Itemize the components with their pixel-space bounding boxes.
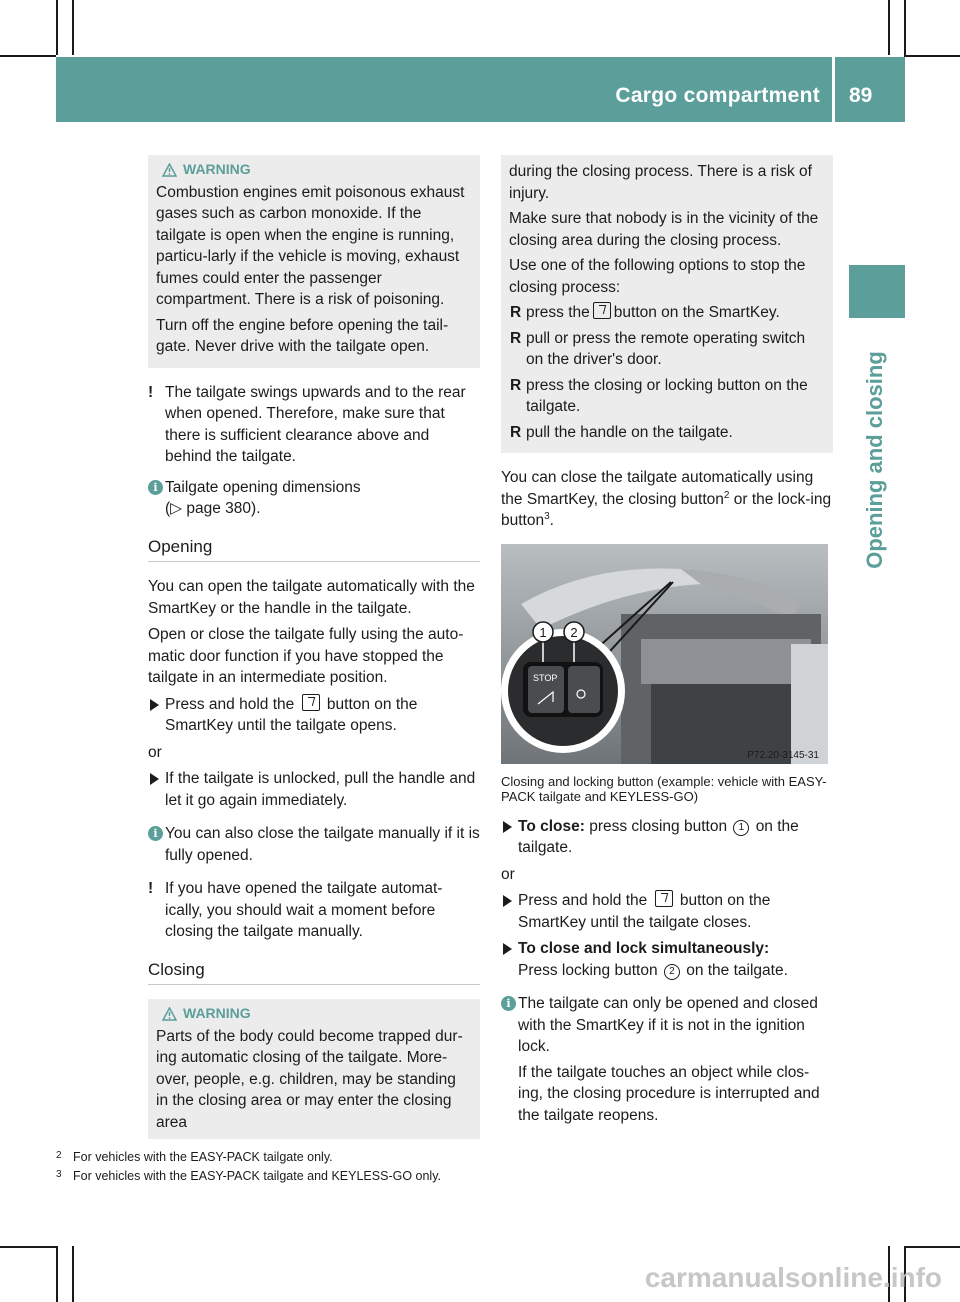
body-text-part: . [549,512,554,529]
page-reference-link[interactable]: (▷ page 380). [165,500,261,517]
crop-mark [904,1246,960,1248]
callout-number: 1 [733,820,749,836]
info-paragraph [501,993,833,1126]
crop-mark [72,1246,74,1302]
section-tab [849,265,905,318]
step-text: Press and hold the [518,892,648,909]
body-text-part: or the lock-ing button [501,490,832,529]
warning-heading [156,159,472,181]
crop-mark [904,55,960,57]
step-arrow-icon [503,821,512,833]
exclamation-icon: ! [148,383,154,401]
instruction-step [501,816,833,859]
list-item: R pull the handle on the tailgate. [510,423,733,441]
figure-caption: Closing and locking button (example: vehicle with EASY-PACK tailgate and KEYLESS-GO) [501,773,827,804]
warning-text: Turn off the engine before opening the tail-gate. Never drive with the tailgate open. [156,316,449,355]
exclamation-icon: ! [148,880,154,897]
info-text: The tailgate can only be opened and closed with the SmartKey if it is not in the ignition lock. [518,995,818,1055]
crop-mark [56,1246,58,1302]
section-heading-opening: Opening [148,536,480,563]
list-text: pull the handle on the tailgate. [526,423,733,441]
warning-title: WARNING [183,161,251,177]
info-paragraph [148,477,480,520]
step-title: To close: [518,817,585,835]
right-column [501,155,833,1131]
body-text: Open or close the tailgate fully using the auto-matic door function if you have stopped the tailgate in an intermediate position. [148,626,464,686]
footnote [56,1147,441,1166]
warning-title: WARNING [183,1005,251,1021]
footnotes [56,1147,441,1185]
callout-2: 2 [570,624,578,640]
list-text: pull or press the remote operating switch on the driver's door. [526,329,806,368]
section-label: Opening and closing [862,351,887,569]
crop-mark [0,1246,56,1248]
instruction-step [148,694,480,737]
step-text: button on the SmartKey until the tailgate closes. [518,892,771,931]
step-text: on the tailgate. [518,817,799,856]
footnote-text: For vehicles with the EASY-PACK tailgate only. [73,1150,333,1164]
list-item: R press the button on the SmartKey. [510,304,780,321]
body-text [501,467,833,532]
list-text: button on the SmartKey. [613,304,780,321]
info-icon: i [148,480,163,495]
warning-triangle-icon [162,163,177,177]
note-paragraph [148,382,480,468]
crop-mark [56,0,58,55]
crop-mark [0,55,56,57]
header-divider [832,57,835,122]
step-arrow-icon [150,773,159,785]
body-text-part: You can close the tailgate automatically using the SmartKey, the closing button [501,469,814,508]
page-title: Cargo compartment [615,84,820,107]
step-text: Press and hold the [165,695,295,713]
note-text: If you have opened the tailgate automat-ically, you should wait a moment before closing the tailgate manually. [165,880,443,940]
instruction-step [148,768,480,811]
warning-heading [156,1003,472,1025]
info-text: If the tailgate touches an object while clos-ing, the closing procedure is interrupted and the tailgate reopens. [518,1063,820,1124]
list-text: press the closing or locking button on the tailgate. [526,376,808,415]
watermark: carmanualsonline.info [644,1262,942,1293]
warning-text: Make sure that nobody is in the vicinity of the closing area during the closing process. [509,210,819,249]
footnote-marker: 3 [544,510,550,522]
warning-text: Parts of the body could become trapped dur-ing automatic closing of the tailgate. More-over, people, e.g. children, may be standing in the closing area or may enter the closing area [156,1027,463,1131]
footnote-text: For vehicles with the EASY-PACK tailgate and KEYLESS-GO only. [73,1169,441,1183]
warning-box [148,999,480,1139]
step-arrow-icon [150,699,159,711]
step-arrow-icon [503,943,512,955]
instruction-step [501,890,833,933]
left-column [148,155,480,1139]
instruction-step [501,938,833,981]
callout-1: 1 [539,624,547,640]
footnote-number: 2 [56,1150,62,1161]
tailgate-illustration [501,544,828,764]
body-text: You can open the tailgate automatically with the SmartKey or the handle in the tailgate. [148,578,475,617]
info-text: You can also close the tailgate manually if it is fully opened. [165,825,480,864]
figure-reference-code: P72.20-3145-31 [747,749,819,761]
warning-text: during the closing process. There is a risk of injury. [509,163,812,202]
footnote-number: 3 [56,1169,62,1180]
step-text: If the tailgate is unlocked, pull the handle and let it go again immediately. [165,770,476,809]
note-text: The tailgate swings upwards and to the rear when opened. Therefore, make sure that there is sufficient clearance above and behind the tailgate. [165,383,466,465]
tailgate-key-icon [655,890,673,907]
tailgate-key-icon [302,694,320,711]
step-arrow-icon [503,895,512,907]
footnote-marker: 2 [723,489,730,501]
crop-mark [888,0,890,55]
warning-box [148,155,480,368]
callout-number: 2 [664,964,680,980]
list-item: R press the closing or locking button on the tailgate. [510,376,808,415]
crop-mark [904,0,906,55]
list-item: R pull or press the remote operating switch on the driver's door. [510,329,806,368]
note-paragraph [148,878,480,943]
or-text: or [148,743,162,761]
info-icon: i [148,826,163,841]
or-text: or [501,865,515,883]
info-text: Tailgate opening dimensions [165,478,361,496]
tailgate-key-icon [593,302,611,319]
list-text: press the [526,304,590,321]
crop-mark [72,0,74,55]
tailgate-button-photo [501,544,828,764]
stop-label: STOP [533,672,558,683]
step-title: To close and lock simultaneously: [518,940,770,957]
info-icon: i [501,996,516,1011]
warning-text: Combustion engines emit poisonous exhaust gases such as carbon monoxide. If the tailgate is open when the engine is running, particu-larly if the vehicle is moving, exhaust fumes could enter the passenger compartment. There is a risk of poisoning. [156,183,465,308]
step-text: Press locking button [518,961,658,979]
step-text: on the tailgate. [686,961,788,979]
warning-text: Use one of the following options to stop the closing process: [509,257,806,296]
footnote [56,1166,441,1185]
section-heading-closing: Closing [148,959,480,986]
warning-triangle-icon [162,1007,177,1021]
warning-box-continued [501,155,833,453]
step-text: press closing button [589,817,728,835]
page-number: 89 [849,84,873,107]
step-text: button on the SmartKey until the tailgate opens. [165,695,418,734]
info-paragraph [148,823,480,866]
